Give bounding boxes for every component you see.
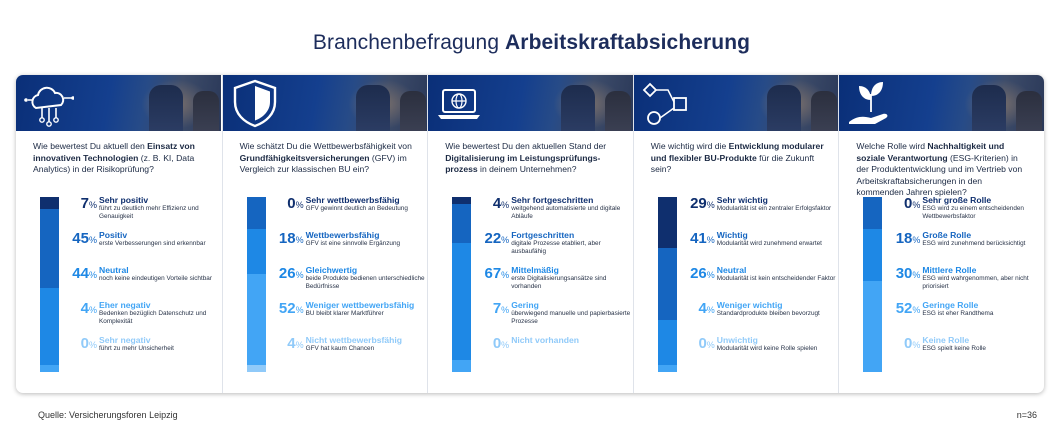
percent-number: 44	[72, 265, 89, 282]
percent-value	[268, 195, 304, 214]
percent-value	[884, 300, 920, 319]
question-segment: in deinem Unternehmen?	[477, 164, 577, 175]
percent-sign: %	[912, 200, 921, 210]
stacked-bar	[452, 197, 471, 372]
banner-person	[767, 85, 801, 131]
answer-description: GFV hat kaum Chancen	[305, 345, 375, 352]
percent-number: 7	[492, 300, 502, 317]
banner-person	[193, 91, 219, 131]
answer-label: Wettbewerbsfähig	[305, 230, 380, 240]
question-text	[240, 141, 415, 176]
question-segment: (GFV) im Vergleich zur klassischen BU ein?	[239, 152, 407, 175]
percent-value	[268, 300, 304, 319]
percent-sign: %	[88, 305, 97, 315]
panel-banner	[839, 75, 1044, 131]
percent-number: 45	[72, 230, 89, 247]
answer-item	[884, 300, 1044, 330]
percent-sign: %	[295, 235, 304, 245]
panel-banner	[428, 75, 633, 131]
percent-sign: %	[912, 270, 921, 280]
percent-value	[679, 335, 715, 354]
answer-description: Modularität ist kein entscheidender Faktor	[716, 275, 836, 282]
answer-label: Weniger wichtig	[716, 300, 783, 310]
percent-value	[679, 195, 715, 214]
percent-value	[473, 265, 509, 284]
bar-segment	[40, 209, 59, 288]
bar-segment	[452, 360, 471, 372]
percent-value	[679, 265, 715, 284]
answer-item	[473, 300, 633, 330]
percent-number: 0	[904, 195, 913, 212]
percent-number: 0	[80, 335, 89, 352]
answer-item	[61, 230, 221, 260]
answer-description: Modularität ist ein zentraler Erfolgsfaktor	[716, 205, 832, 212]
survey-panel-3	[427, 75, 633, 393]
answer-description: führt zu mehr Unsicherheit	[99, 345, 174, 352]
answer-description: erste Digitalisierungsansätze sind vorhanden	[511, 275, 607, 290]
percent-number: 41	[690, 230, 707, 247]
question-segment: Welche Rolle wird	[856, 141, 928, 151]
answer-description: führt zu deutlich mehr Effizienz und Genauigkeit	[99, 205, 199, 220]
question-highlight: Digitalisierung im Leistungsprüfungsprozess	[445, 152, 601, 175]
bar-segment	[452, 204, 471, 243]
question-segment: für die Zukunft sein?	[650, 152, 815, 175]
question-text	[651, 141, 826, 176]
percent-number: 0	[904, 335, 913, 352]
answer-description: Standardprodukte bleiben bevorzugt	[716, 310, 820, 317]
answer-item	[473, 195, 633, 225]
page-title	[0, 31, 1063, 55]
hand-plant-icon	[845, 78, 897, 128]
banner-person	[356, 85, 390, 131]
percent-sign: %	[706, 235, 715, 245]
percent-number: 18	[278, 230, 296, 247]
question-highlight: Entwicklung modularer und flexibler BU-Produkte	[650, 141, 824, 163]
percent-number: 0	[698, 335, 707, 352]
question-segment: (z. B. KI, Data Analytics) in der Risikoprüfung?	[33, 152, 195, 175]
percent-sign: %	[88, 340, 97, 350]
percent-value	[61, 230, 97, 249]
survey-panel-5	[838, 75, 1044, 393]
question-segment: Wie schätzt Du die Wettbewerbsfähigkeit von	[239, 141, 412, 151]
percent-value	[473, 335, 509, 354]
answer-label: Sehr wettbewerbsfähig	[305, 195, 400, 205]
source-note: Quelle: Versicherungsforen Leipzig	[38, 410, 178, 420]
answer-description: BU bleibt klarer Marktführer	[305, 310, 384, 317]
stacked-bar	[863, 197, 882, 372]
percent-value	[884, 195, 920, 214]
bar-segment	[452, 197, 471, 204]
bar-segment	[40, 288, 59, 365]
answer-item	[61, 300, 221, 330]
question-segment: Wie bewertest Du aktuell den	[33, 141, 148, 151]
answer-item	[884, 265, 1044, 295]
answer-label: Positiv	[99, 230, 128, 240]
answer-description: digitale Prozesse etabliert, aber ausbaufähig	[511, 240, 601, 255]
percent-value	[61, 335, 97, 354]
answer-description: ESG ist eher Randthema	[922, 310, 994, 317]
percent-value	[679, 230, 715, 249]
survey-panel-1	[16, 75, 221, 393]
percent-sign: %	[88, 200, 97, 210]
percent-number: 67	[484, 265, 502, 282]
question-highlight: Nachhaltigkeit und soziale Verantwortung	[856, 141, 1005, 163]
banner-person	[811, 91, 837, 131]
percent-number: 7	[80, 195, 89, 212]
percent-value	[884, 335, 920, 354]
percent-sign: %	[706, 340, 715, 350]
answer-label: Geringe Rolle	[922, 300, 979, 310]
percent-value	[473, 195, 509, 214]
answer-label: Nicht vorhanden	[511, 335, 579, 345]
banner-person	[972, 85, 1006, 131]
percent-sign: %	[295, 200, 304, 210]
answer-label: Sehr negativ	[99, 335, 151, 345]
answer-item	[679, 230, 839, 260]
answer-label: Gleichwertig	[305, 265, 358, 275]
answer-description: ESG wird zu einem entscheidenden Wettbewerbsfaktor	[922, 205, 1024, 220]
answer-label: Mittlere Rolle	[922, 265, 977, 275]
answer-description: GFV ist eine sinnvolle Ergänzung	[305, 240, 401, 247]
bar-segment	[247, 197, 266, 229]
answer-description: erste Verbesserungen sind erkennbar	[99, 240, 206, 247]
answer-label: Gering	[511, 300, 539, 310]
stacked-bar	[658, 197, 677, 372]
bar-segment	[658, 248, 677, 320]
bar-segment	[247, 274, 266, 365]
answer-label: Sehr wichtig	[716, 195, 768, 205]
answer-description: Modularität wird zunehmend erwartet	[716, 240, 822, 247]
percent-sign: %	[295, 340, 304, 350]
percent-value	[61, 265, 97, 284]
percent-sign: %	[912, 305, 921, 315]
bar-segment	[658, 320, 677, 366]
banner-person	[400, 91, 426, 131]
answer-description: beide Produkte bedienen unterschiedliche Bedürfnisse	[305, 275, 425, 290]
survey-panels	[16, 75, 1044, 393]
percent-value	[268, 265, 304, 284]
percent-value	[884, 265, 920, 284]
question-segment: Wie bewertest Du den aktuellen Stand der	[445, 141, 607, 151]
percent-value	[61, 195, 97, 214]
answer-item	[679, 195, 839, 225]
answer-item	[473, 230, 633, 260]
answer-item	[884, 335, 1044, 365]
percent-value	[473, 230, 509, 249]
cloud-network-icon	[22, 78, 74, 128]
question-text	[445, 141, 620, 176]
stacked-bar	[40, 197, 59, 372]
answer-item	[473, 335, 633, 365]
answer-description: noch keine eindeutigen Vorteile sichtbar	[99, 275, 212, 282]
answer-description: überwiegend manuelle und papierbasierte Prozesse	[511, 310, 631, 325]
shield-icon	[229, 78, 281, 128]
answer-label: Mittelmäßig	[511, 265, 559, 275]
answer-item	[268, 300, 428, 330]
percent-number: 29	[690, 195, 707, 212]
survey-panel-2	[222, 75, 428, 393]
percent-sign: %	[88, 235, 97, 245]
answer-description: ESG wird wahrgenommen, aber nicht priorisiert	[922, 275, 1029, 290]
stacked-bar	[247, 197, 266, 372]
answer-label: Keine Rolle	[922, 335, 970, 345]
bar-segment	[40, 365, 59, 372]
question-highlight: Grundfähigkeitsversicherungen	[239, 152, 370, 163]
laptop-globe-icon	[434, 78, 486, 128]
percent-number: 52	[278, 300, 296, 317]
answer-label: Sehr positiv	[99, 195, 149, 205]
answer-label: Fortgeschritten	[511, 230, 575, 240]
percent-sign: %	[88, 270, 97, 280]
percent-sign: %	[501, 340, 510, 350]
percent-number: 18	[895, 230, 913, 247]
banner-person	[605, 91, 631, 131]
answer-item	[268, 230, 428, 260]
percent-number: 4	[492, 195, 502, 212]
percent-number: 4	[287, 335, 296, 352]
answer-item	[884, 230, 1044, 260]
answer-label: Neutral	[716, 265, 747, 275]
percent-value	[268, 335, 304, 354]
answer-label: Sehr große Rolle	[922, 195, 992, 205]
banner-person	[561, 85, 595, 131]
percent-number: 26	[690, 265, 707, 282]
answer-label: Nicht wettbewerbsfähig	[305, 335, 403, 345]
answer-item	[268, 195, 428, 225]
percent-number: 0	[492, 335, 502, 352]
panel-banner	[634, 75, 839, 131]
percent-value	[679, 300, 715, 319]
answer-description: GFV gewinnt deutlich an Bedeutung	[305, 205, 408, 212]
question-text	[856, 141, 1031, 199]
answer-item	[679, 300, 839, 330]
answer-label: Unwichtig	[716, 335, 758, 345]
answer-description: ESG spielt keine Rolle	[922, 345, 986, 352]
workflow-icon	[640, 78, 692, 128]
percent-number: 4	[80, 300, 89, 317]
answer-label: Weniger wettbewerbsfähig	[305, 300, 415, 310]
bar-segment	[658, 365, 677, 372]
panel-banner	[223, 75, 428, 131]
percent-sign: %	[501, 200, 510, 210]
question-segment: Wie wichtig wird die	[650, 141, 729, 151]
bar-segment	[863, 197, 882, 229]
bar-segment	[863, 229, 882, 282]
answer-description: ESG wird zunehmend berücksichtigt	[922, 240, 1026, 247]
answer-description: Modularität wird keine Rolle spielen	[716, 345, 818, 352]
answer-item	[268, 265, 428, 295]
bar-segment	[247, 229, 266, 275]
survey-panel-4	[633, 75, 839, 393]
answer-label: Eher negativ	[99, 300, 151, 310]
answer-item	[473, 265, 633, 295]
bar-segment	[658, 197, 677, 248]
answer-item	[61, 335, 221, 365]
bar-segment	[40, 197, 59, 209]
question-text	[33, 141, 208, 176]
percent-number: 30	[895, 265, 913, 282]
percent-sign: %	[912, 340, 921, 350]
percent-value	[268, 230, 304, 249]
answer-description: weitgehend automatisierte und digitale Abläufe	[511, 205, 621, 220]
answer-item	[61, 195, 221, 225]
answer-label: Sehr fortgeschritten	[511, 195, 594, 205]
question-highlight: Einsatz von innovativen Technologien	[33, 141, 195, 163]
percent-value	[61, 300, 97, 319]
answer-label: Neutral	[99, 265, 129, 275]
percent-sign: %	[501, 270, 510, 280]
percent-sign: %	[501, 235, 510, 245]
percent-number: 52	[895, 300, 913, 317]
answer-item	[884, 195, 1044, 225]
percent-number: 0	[287, 195, 296, 212]
answer-item	[61, 265, 221, 295]
answer-item	[679, 335, 839, 365]
percent-sign: %	[295, 270, 304, 280]
answer-description: Bedenken bezüglich Datenschutz und Komplexität	[99, 310, 207, 325]
bar-segment	[863, 281, 882, 372]
bar-segment	[452, 243, 471, 360]
banner-person	[1016, 91, 1042, 131]
answer-label: Große Rolle	[922, 230, 972, 240]
percent-sign: %	[912, 235, 921, 245]
percent-value	[884, 230, 920, 249]
percent-value	[473, 300, 509, 319]
answer-item	[268, 335, 428, 365]
percent-sign: %	[706, 200, 715, 210]
percent-number: 22	[484, 230, 502, 247]
bar-segment	[247, 365, 266, 372]
sample-size: n=36	[1016, 410, 1037, 420]
panel-banner	[16, 75, 221, 131]
percent-sign: %	[706, 305, 715, 315]
percent-sign: %	[501, 305, 510, 315]
title-regular: Branchenbefragung	[312, 31, 506, 54]
percent-number: 26	[278, 265, 296, 282]
question-segment: (ESG-Kriterien) in der Produktentwicklung und im Vertrieb von Arbeitskraftabsicherungen in den kommenden Jahren spielen?	[856, 152, 1023, 198]
answer-label: Wichtig	[716, 230, 748, 240]
banner-person	[149, 85, 183, 131]
title-bold: Arbeitskraftabsicherung	[505, 31, 751, 54]
percent-number: 4	[698, 300, 707, 317]
answer-item	[679, 265, 839, 295]
percent-sign: %	[295, 305, 304, 315]
percent-sign: %	[706, 270, 715, 280]
